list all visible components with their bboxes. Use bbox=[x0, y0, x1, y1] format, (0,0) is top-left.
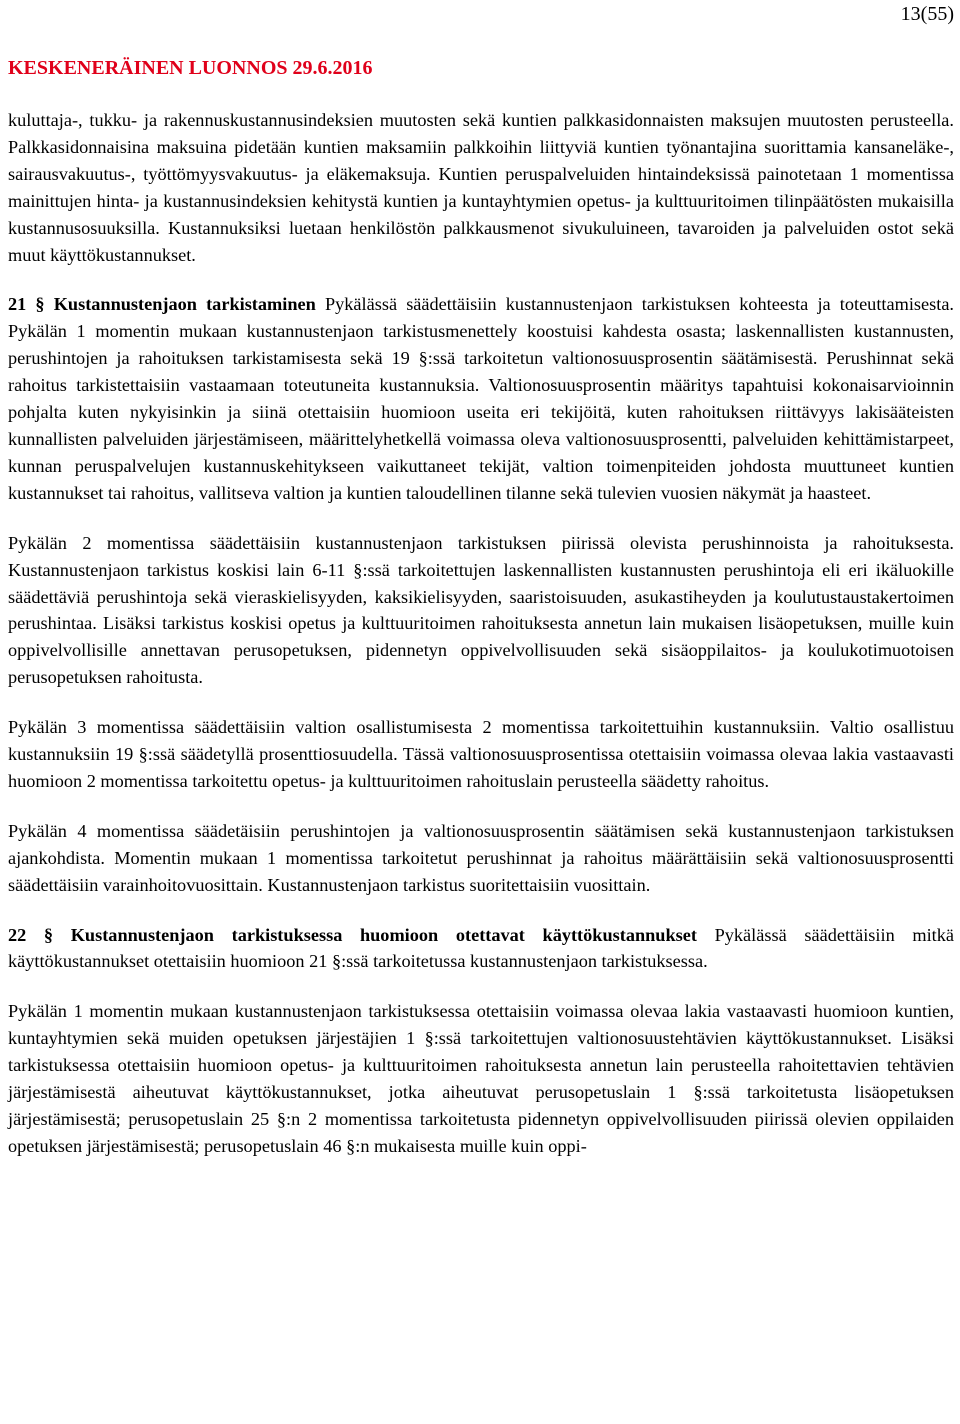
draft-label: KESKENERÄINEN LUONNOS 29.6.2016 bbox=[8, 57, 373, 79]
paragraph-text: Pykälän 3 momentissa säädettäisiin valtion osallistumisesta 2 momentissa tarkoitettuihin kustannuksiin. Valtio osallistuu kustannuksiin 19 §:ssä säädetyllä prosenttiosuudella. Tässä valtionosuusprosentissa otettaisiin voimassa olevaa lakia vastaavasti huomioon 2 momentissa tarkoitettu opetus- ja kulttuuritoimen rahoituslain perusteella säädetty rahoitus. bbox=[8, 717, 954, 791]
paragraph bbox=[8, 714, 954, 795]
paragraph bbox=[8, 530, 954, 691]
paragraph-text: Pykälässä säädettäisiin mitkä käyttökustannukset otettaisiin huomioon 21 §:ssä tarkoitetussa kustannustenjaon tarkistuksessa. bbox=[8, 924, 954, 972]
paragraph-text: kuluttaja-, tukku- ja rakennuskustannusindeksien muutosten sekä kuntien palkkasidonnaisten maksujen muutosten perusteella. Palkkasidonnaisina maksuina pidetään kuntien maksamiin palkkoihin liittyviä kuntien työnantajina suorittamia kansaneläke-, sairausvakuutus-, työttömyysvakuutus- ja eläkemaksuja. Kuntien peruspalveluiden hintaindeksissä painotetaan 1 momentissa mainittujen hinta- ja kustannusindeksien kehitystä kuntien ja kuntayhtymien opetus- ja kulttuuritoimen tilinpäätösten mukaisilla kustannusosuuksilla. Kustannuksiksi luetaan henkilöstön palkkausmenot sivukuluineen, tavaroiden ja palveluiden ostot sekä muut käyttökustannukset. bbox=[8, 110, 954, 265]
paragraph-text: Pykälän 4 momentissa säädetäisiin perushintojen ja valtionosuusprosentin säätämisen sekä kustannustenjaon tarkistuksen ajankohdista. Momentin mukaan 1 momentissa tarkoitetut perushinnat ja rahoitus määrättäisiin sekä valtionosuusprosentti säädettäisiin varainhoitovuosittain. Kustannustenjaon tarkistus suoritettaisiin vuosittain. bbox=[8, 820, 954, 895]
paragraph bbox=[8, 107, 954, 268]
paragraph-text: Pykälässä säädettäisiin kustannustenjaon tarkistuksen kohteesta ja toteuttamisesta. Pykälän 1 momentin mukaan kustannustenjaon tarkistusmenettely koostuisi kahdesta osasta; laskennallisten kustannusten, perushintojen ja rahoituksen tarkistamisesta sekä 19 §:ssä tarkoitetun valtionosuusprosentin säätämisestä. Perushinnat sekä rahoitus tarkistettaisiin vastaamaan toteutuneita kustannuksia. Valtionosuusprosentin määritys tapahtuisi kokonaisarvioinnin pohjalta kuten nykyisinkin ja siinä otettaisiin huomioon useita eri tekijöitä, kuten rahoituksen riittävyys lakisääteisten kunnallisten palveluiden järjestämiseen, määrittelyhetkellä voimassa oleva valtionosuusprosentti, palveluiden kehittämistarpeet, kunnan peruspalvelujen kustannuskehitykseen vaikuttaneet tekijät, valtion toimenpiteiden johdosta muuttuneet kuntien kustannukset tai rahoitus, vallitseva valtion ja kuntien taloudellinen tilanne sekä tulevien vuosien näkymät ja haasteet. bbox=[8, 294, 955, 503]
section-heading: 21 § Kustannustenjaon tarkistaminen bbox=[8, 294, 316, 315]
page-number: 13(55) bbox=[900, 3, 954, 25]
paragraph-text: Pykälän 2 momentissa säädettäisiin kustannustenjaon tarkistuksen piirissä olevista perushinnoista ja rahoituksesta. Kustannustenjaon tarkistus koskisi lain 6-11 §:ssä tarkoitettujen laskennallisten kustannusten perushintoja eli eri ikäluokille säädettäviä perushintoja sekä vieraskielisyyden, kaksikielisyyden, saaristoisuuden, asukastiheyden ja koulutustaustakertoimen perushintaa. Lisäksi tarkistus koskisi opetus ja kulttuuritoimen rahoituksesta annetun lain mukaisen lisäopetuksen, muille kuin oppivelvollisille annettavan perusopetuksen, pidennetyn oppivelvollisuuden sekä sisäoppilaitos- ja koulukotimuotoisen perusopetuksen rahoitusta. bbox=[8, 532, 954, 688]
document-body bbox=[8, 107, 954, 1183]
paragraph bbox=[8, 998, 954, 1159]
section-heading: 22 § Kustannustenjaon tarkistuksessa huomioon otettavat käyttökustannukset bbox=[8, 924, 697, 945]
paragraph bbox=[8, 818, 954, 899]
paragraph bbox=[8, 922, 954, 976]
paragraph-text: Pykälän 1 momentin mukaan kustannustenjaon tarkistuksessa otettaisiin voimassa olevaa lakia vastaavasti huomioon kuntien, kuntayhtymien sekä muiden opetuksen järjestäjien 1 §:ssä tarkoitettujen valtionosuustehtävien käyttökustannukset. Lisäksi tarkistuksessa otettaisiin huomioon opetus- ja kulttuuritoimen rahoituksesta annetun lain perusteella rahoitettavien tehtävien järjestämisestä aiheutuvat käyttökustannukset, jotka aiheutuvat perusopetuslain 1 §:ssä tarkoitetusta lisäopetuksen järjestämisestä; perusopetuslain 25 §:n 2 momentissa tarkoitetusta pidennetyn oppivelvollisuuden piirissä olevien oppilaiden opetuksen järjestämisestä; perusopetuslain 46 §:n mukaisesta muille kuin oppi- bbox=[8, 1001, 954, 1156]
paragraph bbox=[8, 291, 954, 506]
